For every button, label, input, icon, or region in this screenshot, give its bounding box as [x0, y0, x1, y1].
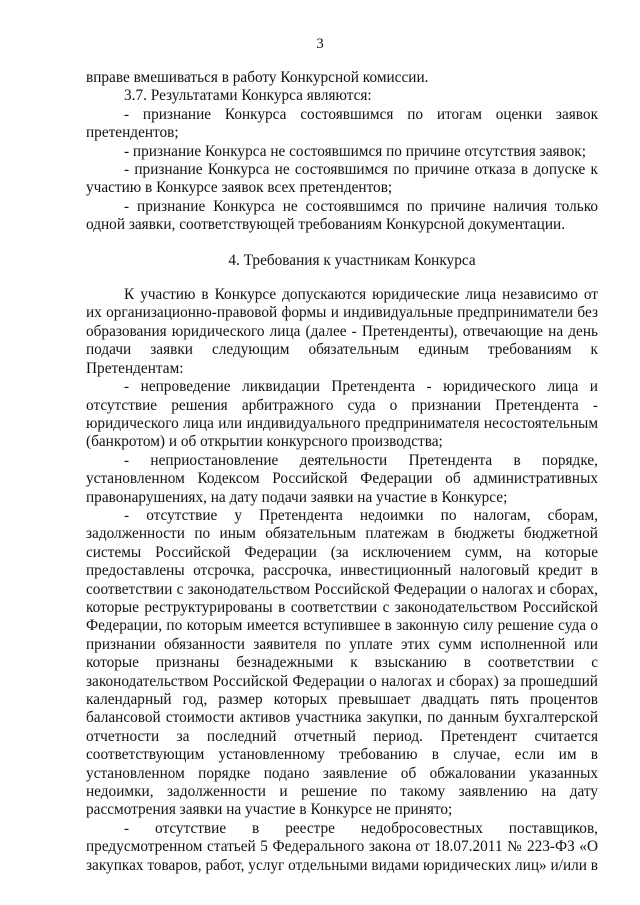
result-item-1: - признание Конкурса состоявшимся по итогам оценки заявок претендентов; [86, 105, 598, 142]
paragraph-continuation: вправе вмешиваться в работу Конкурсной комиссии. [86, 69, 429, 86]
requirement-item-4: - отсутствие в реестре недобросовестных поставщиков, предусмотренном статьей 5 Федерального закона от 18.07.2011 № 223-ФЗ «О закупках товаров, работ, услуг отдельными видами юридических лиц» и/или в [86, 819, 599, 874]
section-4-intro: К участию в Конкурсе допускаются юридические лица независимо от их организационно-правовой формы и индивидуальные предприниматели без образования юридического лица (далее - Претенденты), отвечающие на день подачи заявки следующим обязательным единым требованиям к Претендентам: [86, 286, 598, 377]
section-4-title: 4. Требования к участникам Конкурса [228, 251, 476, 269]
requirement-item-1: - непроведение ликвидации Претендента - юридического лица и отсутствие решения арбитражного суда о признании Претендента - юридического лица или индивидуального предпринимателя несостоятельным (банкротом) и об открытии конкурсного производства; [86, 378, 598, 451]
document-body [86, 69, 598, 875]
requirement-item-2: - неприостановление деятельности Претендента в порядке, установленном Кодексом Российской Федерации об административных правонарушениях, на дату подачи заявки на участие в Конкурсе; [86, 451, 598, 506]
page-number: 3 [316, 36, 324, 52]
result-item-2: - признание Конкурса не состоявшимся по причине отсутствия заявок; [124, 142, 586, 160]
clause-3-7-heading: 3.7. Результатами Конкурса являются: [124, 87, 372, 105]
requirement-item-3: - отсутствие у Претендента недоимки по налогам, сборам, задолженности по иным обязательным платежам в бюджеты бюджетной системы Российской Федерации (за исключением сумм, на которые предоставлены отсрочка, рассрочка, инвестиционный налоговый кредит в соответствии с законодательством Российской Федерации о налогах и сборах, которые реструктурированы в соответствии с законодательством Российской Федерации, по которым имеется вступившее в законную силу решение суда о признании обязанности заявителя по уплате этих сумм исполненной или которые признаны безнадежными к взысканию в соответствии с законодательством Российской Федерации о налогах и сборах) за прошедший календарный год, размер которых превышает двадцать пять процентов балансовой стоимости активов участника закупки, по данным бухгалтерской отчетности за последний отчетный период. Претендент считается соответствующим установленному требованию в случае, если им в установленном порядке подано заявление об обжаловании указанных недоимки, задолженности и решение по такому заявлению на дату рассмотрения заявки на участие в Конкурсе не принято; [86, 506, 598, 819]
result-item-3: - признание Конкурса не состоявшимся по причине отказа в допуске к участию в Конкурсе заявок всех претендентов; [86, 161, 598, 197]
result-item-4: - признание Конкурса не состоявшимся по причине наличия только одной заявки, соответствующей требованиям Конкурсной документации. [86, 197, 598, 234]
